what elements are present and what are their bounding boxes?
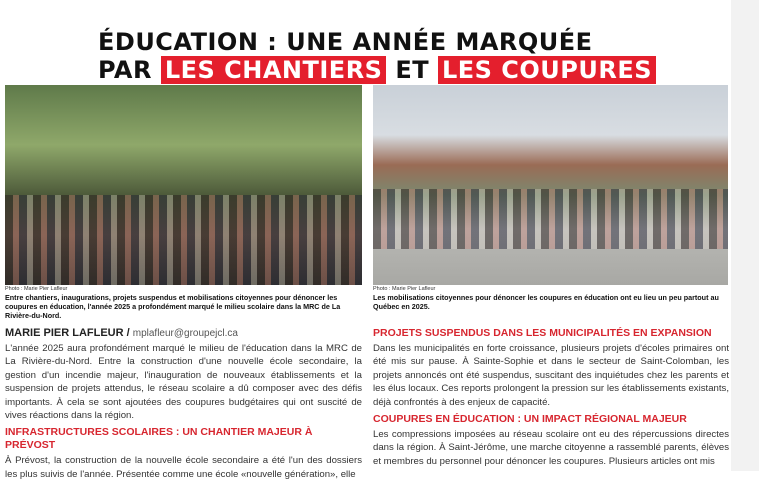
- photo-credit: Photo : Marie Pier Lafleur: [5, 286, 68, 292]
- intro-paragraph: L'année 2025 aura profondément marqué le milieu de l'éducation dans la MRC de La Rivière-du-Nord. Entre la construction d'une nouvelle école secondaire, la gestion d'un incendie majeur, l'inauguration de nouveaux établissements et la suspension de projets attendus, le réseau scolaire a dû composer avec des défis importants. À cela se sont ajoutées des coupures budgétaires qui ont suscité de vives réactions dans la région.: [5, 343, 362, 422]
- photo-protest-street: [373, 85, 728, 285]
- section-heading: COUPURES EN ÉDUCATION : UN IMPACT RÉGIONAL MAJEUR: [373, 413, 687, 426]
- headline: [98, 28, 656, 84]
- byline-author: MARIE PIER LAFLEUR /: [5, 327, 130, 339]
- section-heading: PROJETS SUSPENDUS DANS LES MUNICIPALITÉS EN EXPANSION: [373, 327, 712, 339]
- photo-caption: Les mobilisations citoyennes pour dénoncer les coupures en éducation ont eu lieu un peu partout au Québec en 2025.: [373, 293, 719, 311]
- right-column: [373, 286, 729, 468]
- page-margin: [731, 0, 759, 471]
- headline-connector: ET: [395, 56, 430, 84]
- photo-protest-park: [5, 85, 362, 285]
- body-paragraph: Les compressions imposées au réseau scolaire ont eu des répercussions directes dans la région. À Saint-Jérôme, une marche citoyenne a rassemblé parents, élèves et membres du personnel pour dénoncer les coupures. Plusieurs articles ont mis: [373, 429, 729, 467]
- photo-caption: Entre chantiers, inaugurations, projets suspendus et mobilisations citoyennes pour dénoncer les coupures en éducation, l'année 2025 a profondément marqué le milieu scolaire dans la MRC de La Rivière-du-Nord.: [5, 293, 341, 320]
- left-column: [5, 286, 362, 481]
- headline-highlight-coupures: LES COUPURES: [438, 56, 656, 84]
- body-paragraph: Dans les municipalités en forte croissance, plusieurs projets d'écoles primaires ont été mis sur pause. À Sainte-Sophie et dans le secteur de Saint-Colomban, les projets annoncés ont été suspendus, suscitant des inquiétudes chez les parents et les élus locaux. Ces reports prolongent la pression sur les établissements existants, déjà confrontés à des enjeux de capacité.: [373, 343, 729, 408]
- headline-highlight-chantiers: LES CHANTIERS: [161, 56, 387, 84]
- body-paragraph: À Prévost, la construction de la nouvelle école secondaire a été l'un des dossiers les plus suivis de l'année. Présentée comme une école «nouvelle génération», elle: [5, 455, 362, 480]
- section-heading: INFRASTRUCTURES SCOLAIRES : UN CHANTIER MAJEUR À PRÉVOST: [5, 426, 313, 452]
- photo-credit: Photo : Marie Pier Lafleur: [373, 286, 436, 292]
- headline-prefix: PAR: [98, 56, 152, 84]
- headline-line1: ÉDUCATION : UNE ANNÉE MARQUÉE: [98, 28, 593, 56]
- byline: [5, 327, 362, 340]
- byline-email[interactable]: mplafleur@groupejcl.ca: [132, 328, 238, 339]
